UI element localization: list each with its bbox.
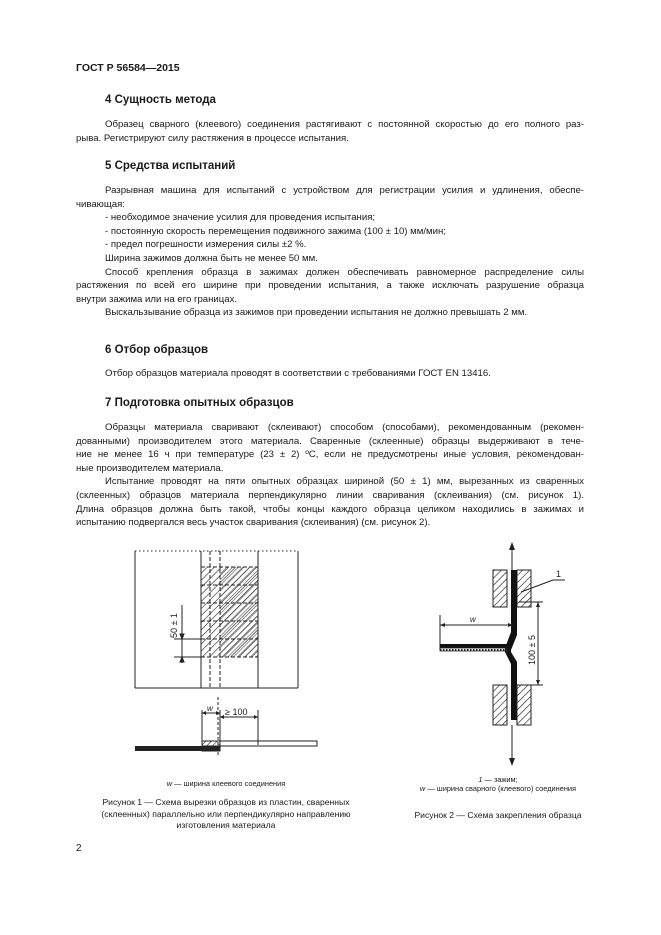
- section-5-title: 5 Средства испытаний: [105, 160, 236, 172]
- top-arrow: [509, 542, 515, 570]
- caption-line: (склеенных) параллельно или перпендикулярно направлению: [101, 808, 351, 819]
- section-5-text: [76, 184, 584, 320]
- legend-symbol: 1: [478, 775, 483, 784]
- text-line: Способ крепления образца в зажимах должен обеспечивать равномерное распределение силы: [105, 266, 584, 278]
- legend-text: — зажим;: [482, 775, 518, 784]
- text-line: Разрывная машина для испытаний с устройством для регистрации усилия и удлинения, обеспе-: [105, 185, 584, 196]
- figure-2-caption: Рисунок 2 — Схема закрепления образца: [414, 810, 582, 820]
- section-4-title: 4 Сущность метода: [105, 94, 216, 106]
- caption-line: изготовления материала: [176, 820, 276, 830]
- text-line: ные производителем материала.: [76, 462, 224, 474]
- w-label: w: [207, 704, 213, 713]
- text-line: (склеенных) образцов материала перпендикулярно линии сваривания (склеивания) (см. рисунок 1).: [76, 489, 584, 501]
- section-6-title: 6 Отбор образцов: [105, 344, 209, 356]
- text-line: Испытание проводят на пяти опытных образцах шириной (50 ± 1) мм, вырезанных из сваренных: [105, 476, 584, 488]
- document-code: ГОСТ Р 56584—2015: [76, 62, 180, 74]
- bottom-arrow: [509, 725, 515, 766]
- list-item: - предел погрешности измерения силы ±2 %.: [105, 239, 307, 251]
- figure-1-drawing: [130, 545, 322, 760]
- legend-text: — ширина сварного (клеевого) соединения: [425, 784, 577, 793]
- dimension-50-label: 50 ± 1: [169, 613, 179, 638]
- caption-line: Рисунок 1 — Схема вырезки образцов из пластин, сваренных: [102, 797, 350, 807]
- text-line: чивающая:: [76, 198, 125, 210]
- text-line: Образцы материала сваривают (склеивают) способом (способами), рекомендованным (рекомен-: [105, 422, 584, 433]
- section-7-title: 7 Подготовка опытных образцов: [105, 397, 294, 409]
- text-line: Образец сварного (клеевого) соединения растягивают с постоянной скоростью до его полного раз-: [105, 119, 584, 130]
- figure-2-legend: [378, 775, 618, 793]
- section-4-text: [76, 118, 584, 145]
- text-line: растяжения по всей его ширине при проведении испытания, а также исключать разрушение образца: [76, 280, 584, 292]
- section-7-text: [76, 421, 584, 530]
- figure-1-caption: [76, 797, 376, 832]
- text-line: рыва. Регистрируют силу растяжения в процессе испытания.: [76, 132, 349, 144]
- text-line: Ширина зажимов должна быть не менее 50 мм.: [105, 252, 318, 264]
- list-item: - необходимое значение усилия для проведения испытания;: [105, 212, 376, 224]
- text-line: дованными) производителем этого материала. Сваренные (склеенные) образцы выдерживают в тече-: [76, 435, 584, 447]
- adhesive-zone-hatching: [220, 567, 258, 657]
- legend-symbol: w: [166, 779, 173, 788]
- min-length-label: ≥ 100: [225, 707, 248, 717]
- section-6-text: [76, 367, 584, 381]
- figure-1-legend: [76, 779, 376, 788]
- legend-symbol: w: [419, 784, 426, 793]
- page-number: 2: [76, 843, 82, 854]
- section-view: [135, 697, 317, 755]
- figure-2-drawing: [425, 540, 590, 770]
- text-line: внутри зажима или на его границах.: [76, 293, 238, 305]
- horizontal-specimen: [440, 644, 508, 651]
- text-line: Длина образцов должна быть такой, чтобы концы каждого образца целиком находились в зажимах и: [76, 503, 584, 515]
- text-line: испытанию подвергался весь участок сваривания (склеивания) (см. рисунок 2).: [76, 517, 431, 529]
- text-line: Выскальзывание образца из зажимов при проведении испытания не должно превышать 2 мм.: [105, 307, 528, 319]
- text-line: ние не менее 16 ч при температуре (23 ± 2) ºС, если не предусмотрены иные условия, рекомендован-: [76, 449, 584, 461]
- text-line: Отбор образцов материала проводят в соответствии с требованиями ГОСТ EN 13416.: [105, 368, 491, 379]
- dimension-100-label: 100 ± 5: [527, 635, 537, 665]
- callout-1-label: 1: [556, 569, 562, 579]
- list-item: - постоянную скорость перемещения подвижного зажима (100 ± 10) мм/мин;: [105, 225, 446, 237]
- legend-text: — ширина клеевого соединения: [172, 779, 286, 788]
- w-label: w: [470, 615, 476, 624]
